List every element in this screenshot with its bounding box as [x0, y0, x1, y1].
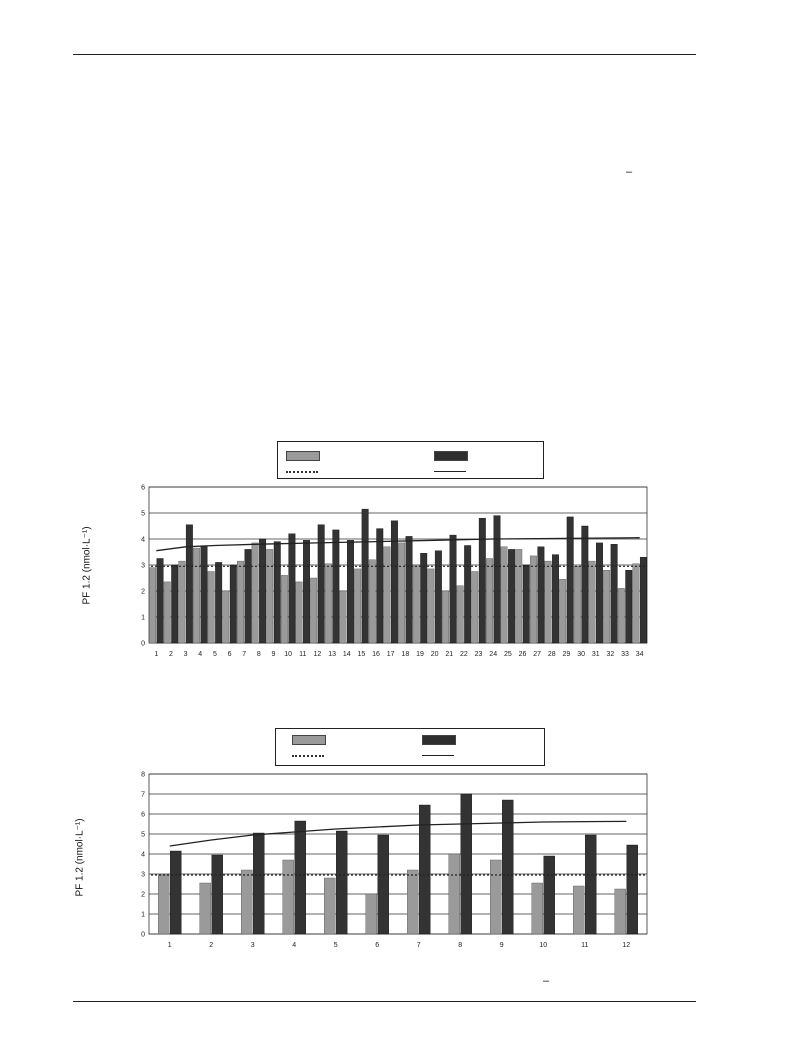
chart-1-bar-light: [252, 543, 259, 643]
chart-1-bar-dark: [538, 547, 545, 643]
chart-1-bar-dark: [582, 526, 589, 643]
chart-2-x-tick-label: 7: [416, 942, 421, 949]
chart-1-x-tick-label: 22: [460, 651, 468, 658]
chart-1-y-tick-label: 3: [141, 562, 145, 570]
chart-2-bar-dark: [461, 794, 472, 934]
chart-1-bar-light: [516, 549, 523, 643]
chart-1-bar-light: [618, 588, 625, 643]
chart-2-x-tick-label: 5: [333, 942, 338, 949]
chart-1-bar-dark: [259, 539, 266, 643]
chart-1-x-tick-label: 25: [503, 651, 512, 658]
chart-1-x-tick-label: 24: [489, 651, 498, 658]
chart-2-bar-light: [200, 883, 211, 934]
chart-1-bar-light: [486, 559, 493, 644]
chart-1-x-tick-label: 27: [533, 651, 542, 658]
chart-1-bar-dark: [391, 521, 398, 643]
chart-2-x-tick-label: 4: [292, 942, 297, 949]
chart-1-bar-light: [398, 543, 405, 643]
chart-1-bar-dark: [435, 551, 442, 643]
chart-1-bar-dark: [611, 544, 618, 643]
chart-2-x-tick-label: 11: [581, 942, 589, 949]
chart-1-x-tick-label: 13: [328, 651, 336, 658]
chart-2-bar-light: [158, 875, 169, 934]
chart-1-y-tick-label: 6: [141, 484, 145, 492]
chart-1-x-tick-label: 12: [313, 651, 322, 658]
chart-1-bar-dark: [362, 509, 369, 643]
chart-2-bar-light: [449, 854, 460, 934]
chart-1-bar-dark: [464, 546, 471, 644]
chart-1-bar-light: [384, 547, 391, 643]
chart-1-y-tick-label: 0: [141, 640, 145, 648]
chart-1-bar-light: [267, 549, 274, 643]
chart-1-bar-light: [369, 560, 376, 643]
chart-1-bar-dark: [201, 547, 208, 643]
chart-1-x-tick-label: 2: [169, 651, 173, 658]
chart-2-x-tick-label: 10: [539, 942, 548, 949]
top-dash-mark: –: [626, 166, 633, 178]
chart-1-x-tick-label: 33: [621, 651, 629, 658]
chart-1-x-tick-label: 34: [635, 651, 644, 658]
chart-1-x-tick-label: 19: [416, 651, 424, 658]
chart-1-bar-dark: [450, 535, 457, 643]
chart-1-x-tick-label: 29: [562, 651, 571, 658]
chart-1-bar-light: [179, 561, 186, 643]
chart-1-x-tick-label: 32: [606, 651, 615, 658]
chart-1-bar-light: [574, 566, 581, 643]
chart-1-bar-dark: [230, 565, 237, 643]
chart-1-bar-dark: [494, 516, 501, 643]
chart-1-bar-dark: [626, 570, 633, 643]
chart-1-bar-dark: [523, 565, 530, 643]
chart-2-y-tick-label: 7: [141, 791, 145, 799]
chart-1-x-tick-label: 6: [227, 651, 232, 658]
chart-1-bar-light: [237, 561, 244, 643]
chart-1-bar-dark: [157, 559, 164, 644]
chart-1-x-tick-label: 9: [271, 651, 276, 658]
chart-1-bar-dark: [552, 555, 559, 643]
chart-1-bar-dark: [567, 517, 574, 643]
chart-1-bar-dark: [347, 540, 354, 643]
chart-1-bar-light: [457, 586, 464, 643]
chart-2-bar-light: [366, 894, 377, 934]
chart-1-bar-light: [296, 582, 303, 643]
chart-1-bar-dark: [640, 557, 647, 643]
chart-1-x-tick-label: 8: [256, 651, 261, 658]
chart-2-bar-light: [324, 878, 335, 934]
chart-2-bar-light: [490, 860, 501, 934]
chart-1-bar-light: [413, 565, 420, 643]
chart-1-y-axis-label: PF 1.2 (nmol·L⁻¹): [81, 526, 93, 605]
chart-1-x-tick-label: 16: [372, 651, 380, 658]
chart-1-x-tick-label: 30: [577, 651, 585, 658]
chart-2-y-tick-label: 4: [141, 851, 145, 859]
chart-1-bar-dark: [333, 530, 340, 643]
chart-1-bar-dark: [274, 542, 281, 643]
chart-2-y-axis-label: PF 1.2 (nmol·L⁻¹): [74, 818, 86, 897]
chart-1-bar-dark: [289, 534, 296, 643]
chart-1-x-tick-label: 4: [198, 651, 203, 658]
chart-1-bar-light: [164, 582, 171, 643]
chart-1-bar-light: [223, 591, 230, 643]
chart-2-bar-dark: [627, 845, 638, 934]
chart-1-x-tick-label: 7: [242, 651, 247, 658]
chart-1-bar-dark: [508, 549, 514, 643]
chart-2-y-tick-label: 5: [141, 831, 145, 839]
chart-2-x-tick-label: 2: [209, 942, 214, 949]
chart-2-bar-dark: [585, 835, 596, 934]
chart-1-bar-dark: [479, 518, 486, 643]
chart-1-x-tick-label: 5: [212, 651, 217, 658]
chart-2-y-tick-label: 1: [141, 911, 145, 919]
chart-2-bar-light: [532, 883, 543, 934]
chart-1-bar-dark: [596, 543, 603, 643]
chart-2-bar-dark: [295, 821, 306, 934]
chart-1-x-tick-label: 21: [445, 651, 454, 658]
chart-2-bar-dark: [336, 831, 347, 934]
chart-1-bar-light: [340, 591, 347, 643]
chart-1-bar-light: [149, 568, 156, 643]
chart-2-x-tick-label: 12: [622, 942, 631, 949]
chart-2-bar-light: [615, 889, 626, 934]
chart-1-bar-light: [472, 572, 479, 644]
chart-1-x-tick-label: 15: [357, 651, 366, 658]
chart-2-y-tick-label: 3: [141, 871, 145, 879]
chart-2-y-tick-label: 2: [141, 891, 145, 899]
chart-1-y-tick-label: 5: [141, 510, 145, 518]
chart-2-y-tick-label: 0: [141, 931, 145, 939]
chart-1-x-tick-label: 17: [386, 651, 395, 658]
chart-2-x-tick-label: 9: [499, 942, 504, 949]
chart-1-bar-light: [193, 548, 200, 643]
chart-1-y-tick-label: 2: [141, 588, 145, 596]
chart-1-x-tick-label: 26: [518, 651, 527, 658]
chart-1-x-tick-label: 3: [183, 651, 188, 658]
chart-1-bar-light: [428, 569, 435, 643]
chart-1-y-tick-label: 1: [141, 614, 145, 622]
chart-1-x-tick-label: 11: [299, 651, 307, 658]
chart-2-bar-dark: [502, 800, 513, 934]
chart-2-bar-light: [241, 870, 252, 934]
chart-1-bar-light: [325, 564, 332, 643]
chart-1-bar-light: [545, 561, 552, 643]
chart-1-bar-light: [501, 547, 508, 643]
chart-1-x-tick-label: 14: [342, 651, 351, 658]
chart-1-bar-light: [208, 572, 215, 644]
chart-2-x-tick-label: 1: [167, 942, 172, 949]
chart-2-bar-dark: [212, 855, 223, 934]
chart-1-bar-dark: [171, 565, 178, 643]
chart-2-y-tick-label: 8: [141, 771, 145, 779]
chart-1-bar-light: [442, 591, 449, 643]
chart-1-x-tick-label: 31: [591, 651, 600, 658]
chart-1-bar-light: [530, 556, 537, 643]
chart-1-bar-light: [603, 570, 610, 643]
chart-2-bar-light: [283, 860, 294, 934]
chart-1-bar-dark: [245, 549, 252, 643]
chart-1-bar-dark: [186, 525, 193, 643]
chart-1-x-tick-label: 28: [547, 651, 556, 658]
chart-1-bar-light: [354, 569, 361, 643]
chart-1-bar-dark: [303, 540, 310, 643]
chart-2-bar-light: [407, 870, 418, 934]
chart-1-y-tick-label: 4: [141, 536, 145, 544]
chart-2-bar-dark: [253, 833, 264, 934]
chart-2-y-tick-label: 6: [141, 811, 145, 819]
chart-2-bar-dark: [170, 851, 181, 934]
chart-1-x-tick-label: 1: [154, 651, 159, 658]
chart-2-x-tick-label: 6: [375, 942, 380, 949]
chart-2-bar-dark: [544, 856, 555, 934]
chart-1-bar-light: [633, 564, 640, 643]
chart-2-bar-light: [573, 886, 584, 934]
chart-1-bar-dark: [406, 536, 413, 643]
chart-1-bar-light: [559, 579, 566, 643]
chart-1-bar-dark: [377, 529, 384, 643]
chart-1-x-tick-label: 10: [284, 651, 293, 658]
chart-1-bar-light: [281, 575, 288, 643]
chart-1-x-tick-label: 20: [430, 651, 439, 658]
bottom-dash-mark: –: [543, 975, 550, 987]
chart-2-x-tick-label: 3: [250, 942, 255, 949]
chart-1-x-tick-label: 18: [401, 651, 410, 658]
chart-1-bar-light: [310, 578, 317, 643]
chart-2-x-tick-label: 8: [458, 942, 463, 949]
chart-1-x-tick-label: 23: [474, 651, 483, 658]
chart-2-bar-dark: [378, 835, 389, 934]
chart-1-bar-dark: [215, 562, 222, 643]
chart-1-bar-light: [589, 561, 596, 643]
